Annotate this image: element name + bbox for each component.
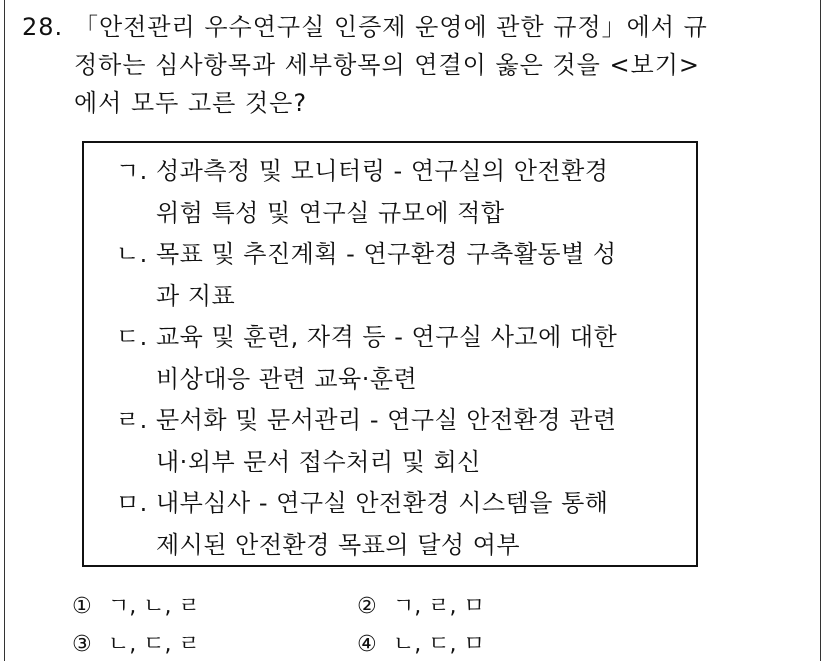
option-number: ④ <box>357 632 377 657</box>
example-box <box>82 141 698 567</box>
example-item-text: 내부심사 - 연구실 안전환경 시스템을 통해 <box>156 489 609 517</box>
example-item-a <box>116 151 696 234</box>
example-item-c <box>116 317 696 400</box>
example-item-text: 교육 및 훈련, 자격 등 - 연구실 사고에 대한 <box>156 323 618 351</box>
example-item-marker: ㄷ. <box>116 323 148 351</box>
page-left-border <box>4 0 5 661</box>
example-item-text: 문서화 및 문서관리 - 연구실 안전환경 관련 <box>156 406 617 434</box>
example-item-text-cont: 위험 특성 및 연구실 규모에 적합 <box>156 198 505 227</box>
option-text: ㄱ, ㄴ, ㄹ <box>108 594 200 619</box>
example-item-marker: ㄴ. <box>116 240 148 268</box>
example-item-text-cont: 제시된 안전환경 목표의 달성 여부 <box>156 530 521 559</box>
question-first-line <box>22 8 812 46</box>
option-text: ㄴ, ㄷ, ㅁ <box>393 632 485 657</box>
page-right-border <box>820 0 821 661</box>
question-block <box>22 8 812 122</box>
example-item-text-cont: 비상대응 관련 교육·훈련 <box>156 364 418 393</box>
question-text-line-3: 에서 모두 고른 것은? <box>74 89 308 117</box>
answer-option-1[interactable] <box>72 588 357 626</box>
example-item-e <box>116 483 696 566</box>
option-number: ② <box>357 594 377 619</box>
example-item-text: 목표 및 추진계획 - 연구환경 구축활동별 성 <box>156 240 617 268</box>
example-item-marker: ㅁ. <box>116 489 148 517</box>
question-number: 28. <box>22 13 64 41</box>
option-text: ㄱ, ㄹ, ㅁ <box>393 594 485 619</box>
answer-option-3[interactable] <box>72 626 357 664</box>
example-item-text-cont: 과 지표 <box>156 281 236 310</box>
answer-option-4[interactable] <box>357 626 642 664</box>
answer-option-2[interactable] <box>357 588 642 626</box>
example-item-text: 성과측정 및 모니터링 - 연구실의 안전환경 <box>156 157 609 185</box>
option-number: ① <box>72 594 92 619</box>
question-text-line-1: 「안전관리 우수연구실 인증제 운영에 관한 규정」에서 규 <box>74 13 708 41</box>
example-item-marker: ㄹ. <box>116 406 148 434</box>
option-number: ③ <box>72 632 92 657</box>
example-item-b <box>116 234 696 317</box>
example-item-marker: ㄱ. <box>116 157 148 185</box>
example-item-d <box>116 400 696 483</box>
option-text: ㄴ, ㄷ, ㄹ <box>108 632 200 657</box>
question-text-line-2: 정하는 심사항목과 세부항목의 연결이 옳은 것을 <보기> <box>74 51 701 79</box>
answer-options <box>72 588 772 664</box>
example-item-text-cont: 내·외부 문서 접수처리 및 회신 <box>156 447 481 476</box>
